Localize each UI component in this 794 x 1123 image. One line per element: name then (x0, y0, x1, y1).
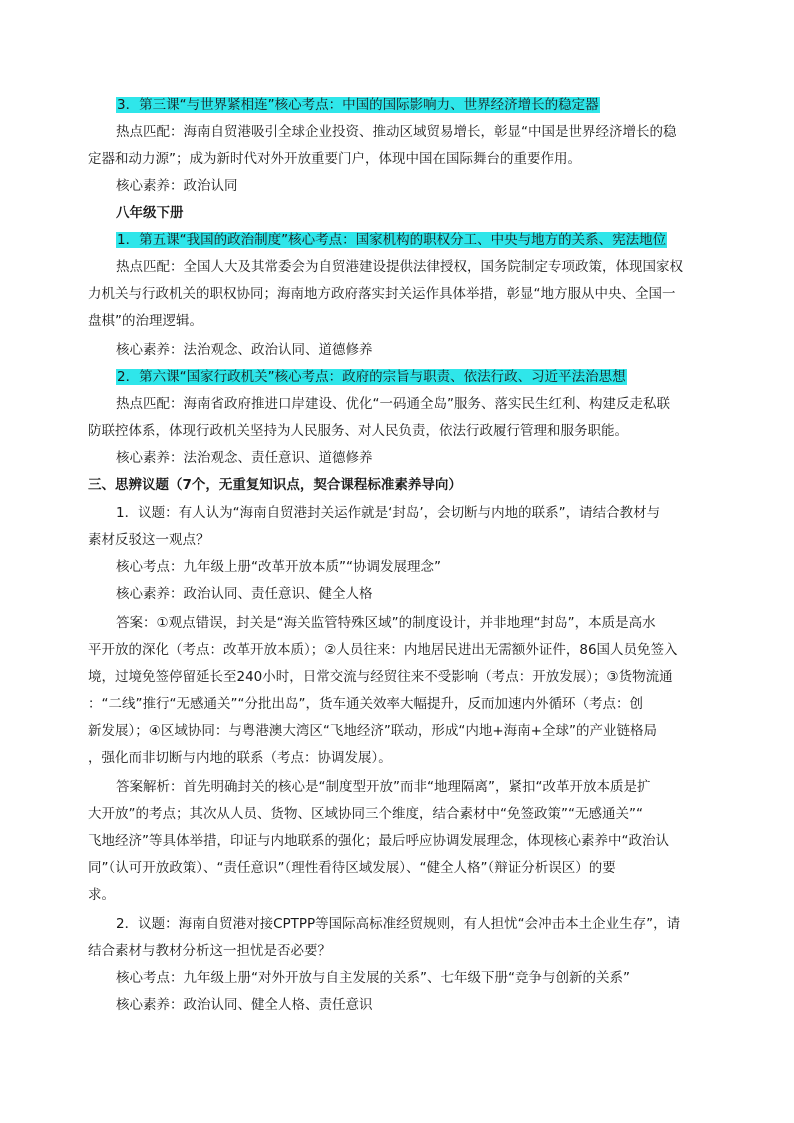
lesson-heading-6 (116, 367, 627, 387)
analysis-line: 同”（认可开放政策）、“责任意识”（理性看待区域发展）、“健全人格”（辩证分析误区）的要 (88, 860, 616, 876)
core-point: 核心考点：九年级上册“改革开放本质”“协调发展理念” (116, 559, 441, 575)
section-title: 三、思辨议题（7个，无重复知识点，契合课程标准素养导向） (88, 477, 462, 493)
topic-question: 结合素材与教材分析这一担忧是否必要？ (88, 943, 331, 959)
answer-line: 境，过境免签停留延长至240小时，日常交流与经贸往来不受影响（考点：开放发展）；③货物流通 (88, 669, 673, 685)
lesson-heading-3 (116, 95, 600, 115)
answer-line: 新发展）；④区域协同：与粤港澳大湾区“飞地经济”联动，形成“内地+海南+全球”的产业链格局 (88, 723, 657, 739)
answer-line: ：“二线”推行“无感通关”“分批出岛”，货车通关效率大幅提升，反而加速内外循环（考点：创 (88, 696, 643, 712)
analysis-line: 答案解析：首先明确封关的核心是“制度型开放”而非“地理隔离”，紧扣“改革开放本质是扩 (116, 779, 651, 795)
analysis-line: 飞地经济”等具体举措，印证与内地联系的强化；最后呼应协调发展理念，体现核心素养中“政治认 (88, 833, 669, 849)
hot-topic-line: 盘棋”的治理逻辑。 (88, 313, 203, 329)
core-literacy: 核心素养：政治认同、健全人格、责任意识 (116, 997, 373, 1013)
answer-line: ，强化而非切断与内地的联系（考点：协调发展）。 (88, 750, 392, 766)
highlight: 3．第三课“与世界紧相连”核心考点：中国的国际影响力、世界经济增长的稳定器 (117, 97, 599, 113)
core-literacy: 核心素养：法治观念、政治认同、道德修养 (116, 342, 373, 358)
core-literacy: 核心素养：政治认同、责任意识、健全人格 (116, 586, 373, 602)
answer-line: 平开放的深化（考点：改革开放本质）；②人员往来：内地居民进出无需额外证件，86国人员免签入 (88, 642, 678, 658)
core-point: 核心考点：九年级上册“对外开放与自主发展的关系”、七年级下册“竞争与创新的关系” (116, 970, 630, 986)
highlight: 1．第五课“我国的政治制度”核心考点：国家机构的职权分工、中央与地方的关系、宪法地位 (117, 232, 667, 248)
analysis-line: 大开放”的考点；其次从人员、货物、区域协同三个维度，结合素材中“免签政策”“无感通关”“ (88, 806, 643, 822)
grade-title: 八年级下册 (116, 205, 184, 221)
hot-topic-line: 力机关与行政机关的职权协同；海南地方政府落实封关运作具体举措，彰显“地方服从中央、全国一 (88, 286, 676, 302)
core-literacy: 核心素养：法治观念、责任意识、道德修养 (116, 450, 373, 466)
lesson-heading-5 (116, 230, 667, 250)
topic-question: 1．议题：有人认为“海南自贸港封关运作就是‘封岛’，会切断与内地的联系”，请结合教材与 (116, 505, 661, 521)
hot-topic-line: 热点匹配：全国人大及其常委会为自贸港建设提供法律授权，国务院制定专项政策，体现国家权 (116, 259, 683, 275)
highlight: 2．第六课“国家行政机关”核心考点：政府的宗旨与职责、依法行政、习近平法治思想 (117, 369, 626, 385)
hot-topic-line: 定器和动力源”；成为新时代对外开放重要门户，体现中国在国际舞台的重要作用。 (88, 151, 581, 167)
analysis-line: 求。 (88, 887, 115, 903)
hot-topic-line: 热点匹配：海南省政府推进口岸建设、优化“一码通全岛”服务、落实民生红利、构建反走私联 (116, 396, 670, 412)
answer-line: 答案：①观点错误，封关是“海关监管特殊区域”的制度设计，并非地理“封岛”，本质是高水 (116, 615, 656, 631)
hot-topic-line: 热点匹配：海南自贸港吸引全球企业投资、推动区域贸易增长，彰显“中国是世界经济增长的稳 (116, 124, 677, 140)
hot-topic-line: 防联控体系，体现行政机关坚持为人民服务、对人民负责，依法行政履行管理和服务职能。 (88, 423, 628, 439)
topic-question: 2．议题：海南自贸港对接CPTPP等国际高标准经贸规则，有人担忧“会冲击本土企业生存”，请 (116, 916, 681, 932)
topic-question: 素材反驳这一观点？ (88, 532, 210, 548)
core-literacy: 核心素养：政治认同 (116, 178, 238, 194)
